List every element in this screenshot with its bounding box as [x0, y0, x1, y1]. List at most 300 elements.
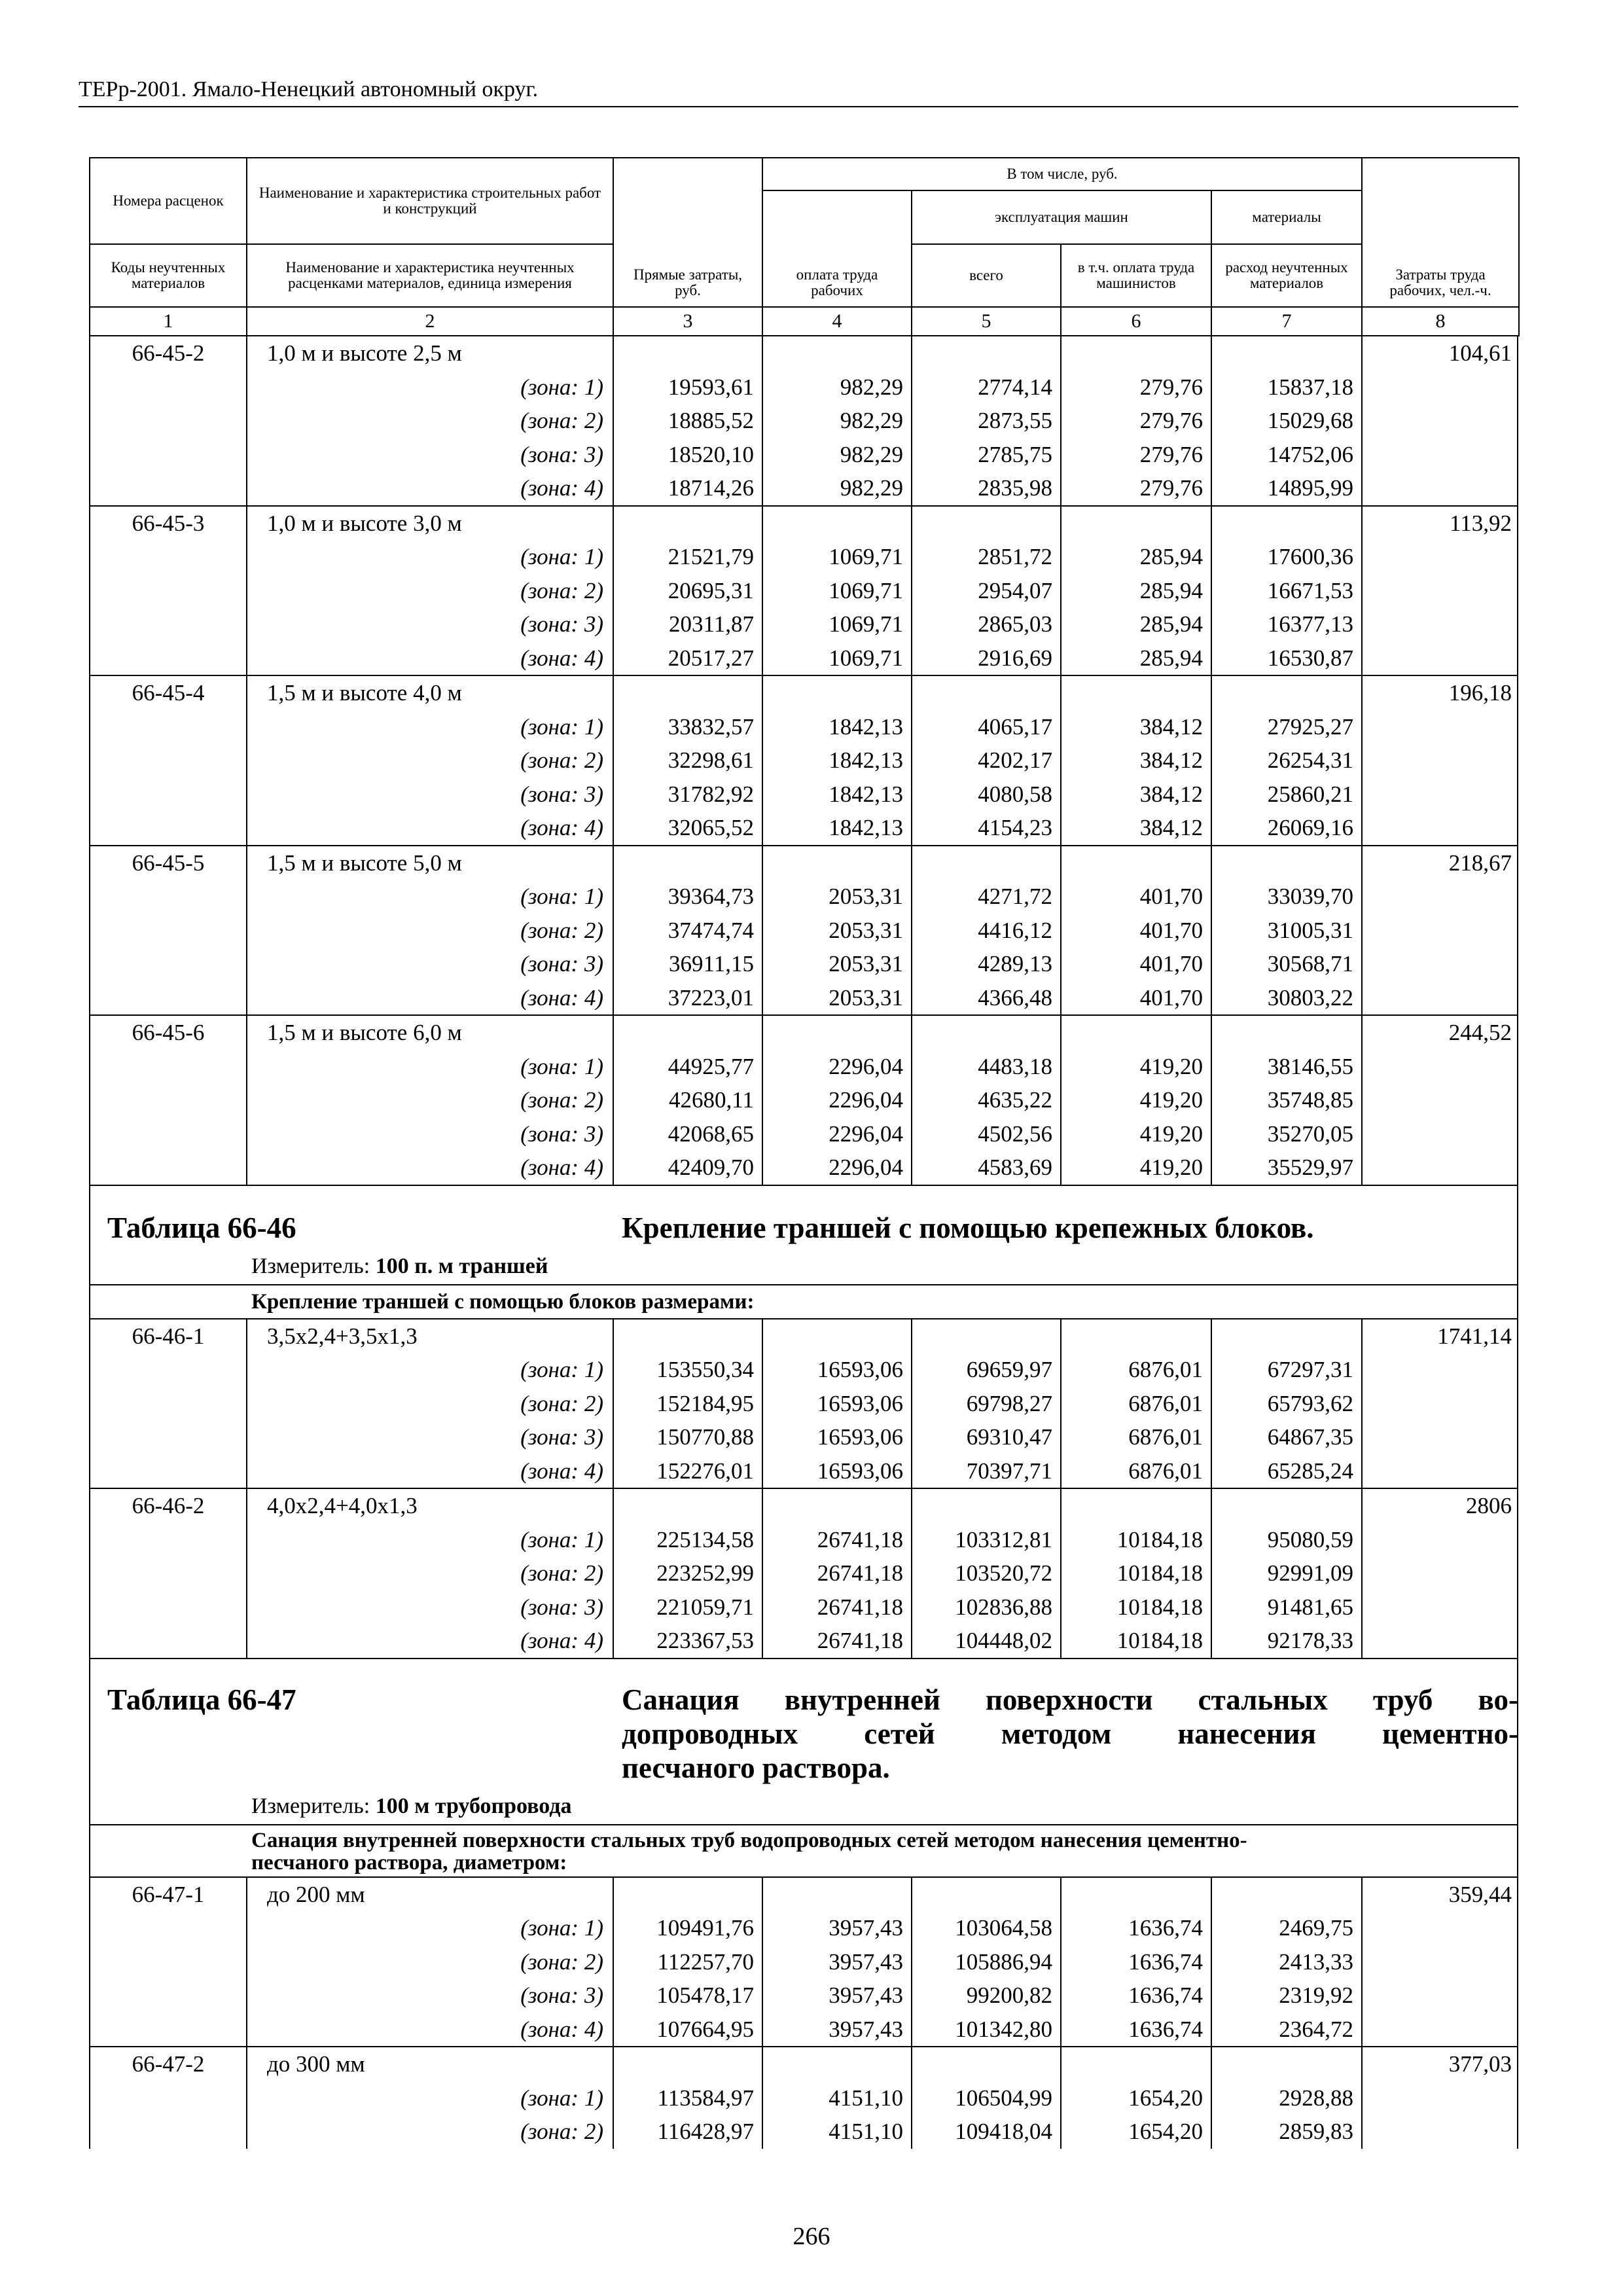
machinist-value: 10184,18 [1116, 1526, 1203, 1552]
blank-line [912, 676, 1052, 710]
materials-value: 15029,68 [1267, 408, 1353, 433]
zone-label: (зона: 1) [520, 1053, 603, 1079]
direct-value: 116428,97 [657, 2119, 754, 2144]
column-number: 5 [912, 307, 1061, 336]
col-machinist [1061, 1878, 1212, 2047]
machinist-value: 401,70 [1139, 951, 1203, 977]
materials-value: 35529,97 [1267, 1155, 1353, 1180]
wages-value: 4151,10 [829, 2119, 903, 2144]
col-code [90, 1016, 247, 1185]
zone-label: (зона: 3) [520, 611, 603, 637]
machines-value: 4416,12 [978, 917, 1052, 943]
rate-name: до 200 мм [267, 1881, 365, 1907]
wages-value: 982,29 [840, 374, 903, 400]
header-labor: Затраты труда рабочих, чел.-ч. [1362, 158, 1519, 307]
rate-code: 66-46-2 [132, 1493, 205, 1518]
materials-value: 2469,75 [1279, 1915, 1353, 1941]
zone-label: (зона: 3) [520, 441, 603, 467]
machinist-value: 279,76 [1139, 441, 1203, 467]
blank-line [1212, 1016, 1353, 1050]
machines-value: 103312,81 [955, 1526, 1052, 1552]
machinist-value: 401,70 [1139, 917, 1203, 943]
wages-value: 16593,06 [817, 1357, 903, 1382]
wages-value: 3957,43 [829, 1915, 903, 1941]
col-wages [763, 676, 912, 845]
machines-value: 2916,69 [978, 645, 1052, 671]
materials-value: 92991,09 [1267, 1560, 1353, 1586]
col-labor [1363, 676, 1520, 845]
materials-value: 17600,36 [1267, 544, 1353, 569]
machinist-value: 285,94 [1139, 611, 1203, 637]
col-machines [912, 507, 1061, 675]
measure-unit: Измеритель: 100 п. м траншей [251, 1253, 548, 1278]
wages-value: 2053,31 [829, 917, 903, 943]
col-direct [614, 1878, 763, 2047]
wages-value: 26741,18 [817, 1628, 903, 1653]
page-number: 266 [793, 2223, 830, 2250]
wages-value: 1842,13 [829, 815, 903, 840]
table-title-line: допроводных сетей методом нанесения цементно- [622, 1717, 1518, 1750]
col-name [247, 676, 614, 845]
zone-label: (зона: 1) [520, 544, 603, 569]
materials-value: 27925,27 [1267, 713, 1353, 740]
zone-label: (зона: 2) [520, 1560, 603, 1586]
blank-line [1061, 676, 1203, 710]
machinist-value: 384,12 [1139, 781, 1203, 807]
machines-value: 101342,80 [955, 2016, 1052, 2042]
machinist-value: 384,12 [1139, 747, 1203, 773]
machinist-value: 401,70 [1139, 884, 1203, 909]
header-materials-group: материалы [1211, 190, 1362, 244]
zone-label: (зона: 4) [520, 645, 603, 671]
col-labor [1363, 846, 1520, 1015]
table-header [89, 157, 1520, 336]
blank-line [614, 1878, 754, 1912]
col-wages [763, 2047, 912, 2149]
col-direct [614, 2047, 763, 2149]
blank-line [912, 1489, 1052, 1523]
labor-value: 377,03 [1448, 2051, 1512, 2077]
col-name [247, 1016, 614, 1185]
table-66-47-heading [89, 1659, 1518, 1825]
rate-block [89, 2047, 1518, 2149]
column-number: 3 [613, 307, 762, 336]
col-materials [1212, 507, 1363, 675]
direct-value: 20695,31 [668, 577, 754, 603]
table-title: Крепление траншей с помощью крепежных блоков. [622, 1211, 1314, 1244]
col-name [247, 2047, 614, 2149]
direct-value: 153550,34 [656, 1357, 754, 1382]
rate-name: 1,5 м и высоте 4,0 м [267, 680, 462, 706]
col-machinist [1061, 1016, 1212, 1185]
blank-line [1212, 846, 1353, 880]
col-materials [1212, 2047, 1363, 2149]
materials-value: 64867,35 [1267, 1424, 1353, 1450]
materials-value: 2859,83 [1279, 2119, 1353, 2144]
col-materials [1212, 1319, 1363, 1488]
header-rate-numbers: Номера расценок [90, 158, 247, 244]
col-direct [614, 1016, 763, 1185]
wages-value: 1069,71 [829, 544, 903, 569]
blank-line [614, 846, 754, 880]
table-title-line: песчаного раствора. [622, 1751, 890, 1784]
zone-label: (зона: 1) [520, 1526, 603, 1552]
header-including-group: В том числе, руб. [762, 158, 1362, 190]
machinist-value: 6876,01 [1128, 1424, 1203, 1450]
zone-label: (зона: 3) [520, 951, 603, 977]
zone-label: (зона: 3) [520, 1982, 603, 2008]
machines-value: 4271,72 [978, 884, 1052, 909]
header-codes: Коды неучтенных материалов [90, 244, 247, 307]
machinist-value: 401,70 [1139, 984, 1203, 1011]
direct-value: 221059,71 [656, 1594, 754, 1620]
machines-value: 103520,72 [955, 1560, 1052, 1586]
labor-value: 1741,14 [1437, 1323, 1512, 1349]
col-direct [614, 507, 763, 675]
blank-line [763, 336, 903, 370]
wages-value: 3957,43 [829, 1982, 903, 2008]
col-direct [614, 1489, 763, 1658]
col-name [247, 1489, 614, 1658]
materials-value: 15837,18 [1267, 374, 1353, 400]
machines-value: 4289,13 [978, 951, 1052, 977]
blank-line [1061, 1016, 1203, 1050]
machines-value: 69659,97 [966, 1357, 1052, 1382]
col-code [90, 2047, 247, 2149]
zone-label: (зона: 4) [520, 1155, 603, 1180]
machinist-value: 6876,01 [1128, 1390, 1203, 1416]
blocks-66-45 [89, 336, 1518, 1186]
col-machinist [1061, 846, 1212, 1015]
zone-label: (зона: 4) [520, 2016, 603, 2042]
labor-value: 359,44 [1448, 1881, 1512, 1907]
col-materials [1212, 336, 1363, 505]
price-table [89, 157, 1518, 2149]
col-direct [614, 1319, 763, 1488]
machines-value: 4202,17 [978, 747, 1052, 773]
col-machinist [1061, 1319, 1212, 1488]
zone-label: (зона: 2) [520, 917, 603, 943]
col-direct [614, 846, 763, 1015]
col-wages [763, 846, 912, 1015]
col-code [90, 846, 247, 1015]
direct-value: 18885,52 [668, 408, 754, 433]
machinist-value: 6876,01 [1128, 1357, 1203, 1382]
zone-label: (зона: 4) [520, 815, 603, 840]
wages-value: 26741,18 [817, 1560, 903, 1586]
table-66-47-subheading: Санация внутренней поверхности стальных труб водопроводных сетей методом нанесения цементно- песчаного раствора, диаметром: [89, 1825, 1518, 1878]
col-machines [912, 2047, 1061, 2149]
column-number: 7 [1211, 307, 1362, 336]
machinist-value: 279,76 [1139, 475, 1203, 501]
blank-line [763, 1878, 903, 1912]
direct-value: 112257,70 [657, 1948, 754, 1975]
col-direct [614, 336, 763, 505]
materials-value: 16377,13 [1267, 611, 1353, 637]
blank-line [1212, 2047, 1353, 2081]
col-labor [1363, 507, 1520, 675]
rate-block [89, 336, 1518, 507]
blank-line [1212, 1878, 1353, 1912]
rate-block [89, 846, 1518, 1016]
machinist-value: 419,20 [1139, 1087, 1203, 1113]
wages-value: 26741,18 [817, 1594, 903, 1620]
wages-value: 16593,06 [817, 1458, 903, 1484]
blank-line [1212, 507, 1353, 541]
blank-line [1212, 336, 1353, 370]
blank-line [912, 336, 1052, 370]
blank-line [1061, 1319, 1203, 1354]
labor-value: 218,67 [1448, 850, 1512, 876]
direct-value: 32065,52 [668, 815, 754, 840]
col-machines [912, 676, 1061, 845]
column-number: 2 [247, 307, 613, 336]
rate-block [89, 1489, 1518, 1659]
header-machinist-wages: в т.ч. оплата труда машинистов [1061, 244, 1211, 307]
machinist-value: 384,12 [1139, 815, 1203, 840]
machinist-value: 10184,18 [1116, 1560, 1203, 1586]
wages-value: 16593,06 [817, 1424, 903, 1450]
wages-value: 4151,10 [829, 2085, 903, 2111]
col-machinist [1061, 2047, 1212, 2149]
col-machines [912, 1016, 1061, 1185]
materials-value: 2413,33 [1279, 1948, 1353, 1975]
labor-value: 2806 [1466, 1493, 1512, 1518]
header-material-name: Наименование и характеристика неучтенных расценками материалов, единица измерения [247, 244, 613, 307]
table-number: Таблица 66-47 [107, 1683, 296, 1716]
header-rule [79, 106, 1518, 107]
direct-value: 31782,92 [668, 781, 754, 807]
rate-code: 66-47-1 [132, 1881, 205, 1907]
machinist-value: 419,20 [1139, 1155, 1203, 1180]
zone-label: (зона: 2) [520, 1087, 603, 1113]
machines-value: 4366,48 [978, 984, 1052, 1011]
col-code [90, 676, 247, 845]
col-code [90, 507, 247, 675]
rate-block [89, 507, 1518, 677]
blank-line [763, 1489, 903, 1523]
direct-value: 42409,70 [668, 1155, 754, 1180]
direct-value: 18714,26 [668, 475, 754, 501]
blank-line [763, 2047, 903, 2081]
machinist-value: 1654,20 [1128, 2085, 1203, 2111]
direct-value: 21521,79 [668, 544, 754, 569]
col-code [90, 1319, 247, 1488]
materials-value: 14752,06 [1267, 441, 1353, 467]
zone-label: (зона: 4) [520, 984, 603, 1011]
blank-line [763, 676, 903, 710]
blank-line [763, 1319, 903, 1354]
col-machines [912, 1489, 1061, 1658]
direct-value: 42680,11 [669, 1087, 754, 1113]
col-name [247, 846, 614, 1015]
labor-value: 104,61 [1448, 340, 1512, 366]
blank-line [912, 846, 1052, 880]
direct-value: 20311,87 [669, 611, 754, 637]
materials-value: 30803,22 [1267, 984, 1353, 1011]
zone-label: (зона: 1) [520, 2085, 603, 2111]
direct-value: 113584,97 [657, 2085, 754, 2111]
materials-value: 33039,70 [1267, 884, 1353, 909]
col-code [90, 1489, 247, 1658]
col-wages [763, 1878, 912, 2047]
col-wages [763, 507, 912, 675]
machinist-value: 279,76 [1139, 408, 1203, 433]
wages-value: 982,29 [840, 441, 903, 467]
zone-label: (зона: 3) [520, 1594, 603, 1620]
zone-label: (зона: 3) [520, 781, 603, 807]
labor-value: 244,52 [1448, 1020, 1512, 1045]
col-labor [1363, 2047, 1520, 2149]
direct-value: 150770,88 [656, 1424, 754, 1450]
rate-code: 66-45-6 [132, 1020, 205, 1045]
table-title-line: Санация внутренней поверхности стальных труб во- [622, 1683, 1518, 1716]
blank-line [763, 1016, 903, 1050]
machinist-value: 1636,74 [1128, 1982, 1203, 2008]
wages-value: 1069,71 [829, 645, 903, 671]
wages-value: 1842,13 [829, 713, 903, 740]
wages-value: 1069,71 [829, 577, 903, 603]
zone-label: (зона: 1) [520, 713, 603, 740]
materials-value: 91481,65 [1267, 1594, 1353, 1620]
machines-value: 105886,94 [955, 1948, 1052, 1975]
machinist-value: 279,76 [1139, 374, 1203, 400]
header-machines-total: всего [912, 244, 1061, 307]
materials-value: 30568,71 [1267, 951, 1353, 977]
col-machinist [1061, 336, 1212, 505]
direct-value: 152184,95 [656, 1390, 754, 1416]
col-name [247, 336, 614, 505]
labor-value: 113,92 [1450, 510, 1512, 536]
direct-value: 152276,01 [656, 1458, 754, 1484]
wages-value: 2296,04 [829, 1121, 903, 1147]
col-wages [763, 1016, 912, 1185]
wages-value: 2053,31 [829, 884, 903, 909]
materials-value: 65285,24 [1267, 1458, 1353, 1484]
blocks-66-47 [89, 1878, 1518, 2149]
col-direct [614, 676, 763, 845]
zone-label: (зона: 1) [520, 374, 603, 400]
blank-line [1061, 336, 1203, 370]
col-labor [1363, 1489, 1520, 1658]
materials-value: 35270,05 [1267, 1121, 1353, 1147]
blank-line [1061, 1489, 1203, 1523]
machines-value: 2785,75 [978, 441, 1052, 467]
blank-line [1061, 2047, 1203, 2081]
col-materials [1212, 1878, 1363, 2047]
rate-code: 66-45-2 [132, 340, 205, 366]
rate-code: 66-45-4 [132, 680, 205, 706]
zone-label: (зона: 2) [520, 1390, 603, 1416]
materials-value: 26069,16 [1267, 815, 1353, 840]
rate-name: 4,0х2,4+4,0х1,3 [267, 1493, 418, 1518]
machines-value: 2865,03 [978, 611, 1052, 637]
materials-value: 16530,87 [1267, 645, 1353, 671]
wages-value: 1842,13 [829, 781, 903, 807]
column-number: 4 [762, 307, 912, 336]
machines-value: 2954,07 [978, 577, 1052, 603]
zone-label: (зона: 1) [520, 1357, 603, 1382]
col-machines [912, 1319, 1061, 1488]
blank-line [912, 2047, 1052, 2081]
zone-label: (зона: 2) [520, 747, 603, 773]
col-wages [763, 1319, 912, 1488]
zone-label: (зона: 4) [520, 475, 603, 501]
col-machines [912, 336, 1061, 505]
zone-label: (зона: 4) [520, 1628, 603, 1653]
blank-line [763, 507, 903, 541]
wages-value: 2053,31 [829, 951, 903, 977]
rate-name: 1,5 м и высоте 5,0 м [267, 850, 462, 876]
wages-value: 2296,04 [829, 1053, 903, 1079]
rate-code: 66-45-5 [132, 850, 205, 876]
materials-value: 2319,92 [1279, 1982, 1353, 2008]
direct-value: 33832,57 [668, 713, 754, 740]
machines-value: 2835,98 [978, 475, 1052, 501]
blank-line [912, 1878, 1052, 1912]
blank-line [1061, 846, 1203, 880]
machines-value: 103064,58 [955, 1915, 1052, 1941]
direct-value: 37474,74 [668, 917, 754, 943]
blank-line [614, 507, 754, 541]
wages-value: 26741,18 [817, 1526, 903, 1552]
wages-value: 1842,13 [829, 747, 903, 773]
direct-value: 105478,17 [656, 1982, 754, 2008]
machinist-value: 1636,74 [1128, 1915, 1203, 1941]
machines-value: 109418,04 [955, 2119, 1052, 2144]
materials-value: 67297,31 [1267, 1357, 1353, 1382]
header-wages: оплата труда рабочих [762, 190, 912, 307]
zone-label: (зона: 1) [520, 884, 603, 909]
zone-label: (зона: 3) [520, 1121, 603, 1147]
wages-value: 16593,06 [817, 1390, 903, 1416]
blank-line [614, 336, 754, 370]
materials-value: 2364,72 [1279, 2016, 1353, 2042]
column-number: 1 [90, 307, 247, 336]
materials-value: 14895,99 [1267, 475, 1353, 501]
machines-value: 4080,58 [978, 781, 1052, 807]
machines-value: 102836,88 [955, 1594, 1052, 1620]
direct-value: 223367,53 [656, 1628, 754, 1653]
column-number: 8 [1362, 307, 1519, 336]
machines-value: 4635,22 [978, 1087, 1052, 1113]
blank-line [763, 846, 903, 880]
materials-value: 25860,21 [1267, 781, 1353, 807]
machinist-value: 1636,74 [1128, 2016, 1203, 2042]
rate-block [89, 676, 1518, 846]
direct-value: 107664,95 [656, 2016, 754, 2042]
rate-name: до 300 мм [267, 2051, 365, 2077]
machinist-value: 10184,18 [1116, 1594, 1203, 1620]
col-name [247, 507, 614, 675]
zone-label: (зона: 2) [520, 2119, 603, 2144]
materials-value: 65793,62 [1267, 1390, 1353, 1416]
direct-value: 19593,61 [668, 374, 754, 400]
wages-value: 2296,04 [829, 1087, 903, 1113]
blank-line [1212, 676, 1353, 710]
machines-value: 4583,69 [978, 1155, 1052, 1180]
blank-line [1212, 1489, 1353, 1523]
machinist-value: 285,94 [1139, 577, 1203, 603]
machines-value: 4065,17 [978, 713, 1052, 740]
machinist-value: 1654,20 [1128, 2119, 1203, 2144]
wages-value: 1069,71 [829, 611, 903, 637]
machines-value: 2851,72 [978, 544, 1052, 569]
col-labor [1363, 1878, 1520, 2047]
rate-code: 66-45-3 [132, 510, 205, 536]
direct-value: 32298,61 [668, 747, 754, 773]
header-machines-group: эксплуатация машин [912, 190, 1211, 244]
